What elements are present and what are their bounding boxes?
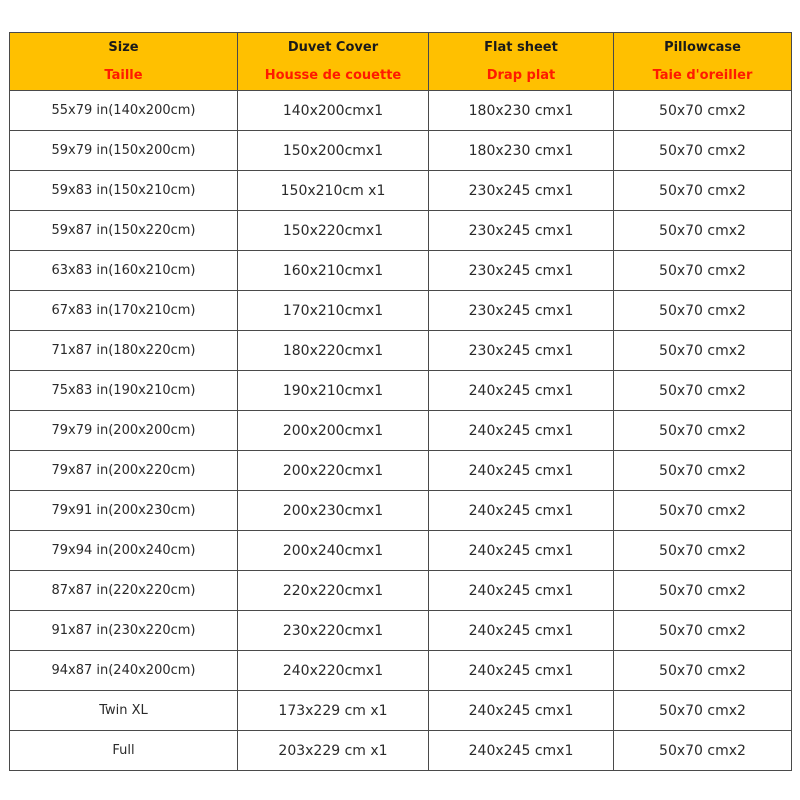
header-cell-pillowcase <box>614 33 792 91</box>
table-row <box>10 611 792 651</box>
table-row <box>10 291 792 331</box>
header-cell-size <box>10 33 238 91</box>
table-row <box>10 211 792 251</box>
pillowcase-cell: 50x70 cmx2 <box>614 291 792 331</box>
header-label-en: Size <box>108 40 139 55</box>
duvet-cover-cell: 200x240cmx1 <box>238 531 429 571</box>
table-row <box>10 331 792 371</box>
pillowcase-cell: 50x70 cmx2 <box>614 731 792 771</box>
pillowcase-cell: 50x70 cmx2 <box>614 91 792 131</box>
pillowcase-cell: 50x70 cmx2 <box>614 691 792 731</box>
flat-sheet-cell: 180x230 cmx1 <box>429 91 614 131</box>
table-row <box>10 651 792 691</box>
flat-sheet-cell: 240x245 cmx1 <box>429 571 614 611</box>
pillowcase-cell: 50x70 cmx2 <box>614 171 792 211</box>
pillowcase-cell: 50x70 cmx2 <box>614 571 792 611</box>
header-cell-duvet-cover <box>238 33 429 91</box>
pillowcase-cell: 50x70 cmx2 <box>614 491 792 531</box>
table-row <box>10 571 792 611</box>
flat-sheet-cell: 230x245 cmx1 <box>429 251 614 291</box>
size-cell: 79x79 in(200x200cm) <box>10 411 238 451</box>
duvet-cover-cell: 180x220cmx1 <box>238 331 429 371</box>
pillowcase-cell: 50x70 cmx2 <box>614 211 792 251</box>
size-cell: 79x91 in(200x230cm) <box>10 491 238 531</box>
table-row <box>10 691 792 731</box>
size-cell: 55x79 in(140x200cm) <box>10 91 238 131</box>
pillowcase-cell: 50x70 cmx2 <box>614 331 792 371</box>
flat-sheet-cell: 240x245 cmx1 <box>429 651 614 691</box>
duvet-cover-cell: 200x220cmx1 <box>238 451 429 491</box>
flat-sheet-cell: 240x245 cmx1 <box>429 371 614 411</box>
table-row <box>10 411 792 451</box>
pillowcase-cell: 50x70 cmx2 <box>614 531 792 571</box>
duvet-cover-cell: 150x200cmx1 <box>238 131 429 171</box>
header-label-fr: Drap plat <box>486 68 556 83</box>
duvet-cover-cell: 190x210cmx1 <box>238 371 429 411</box>
pillowcase-cell: 50x70 cmx2 <box>614 611 792 651</box>
table-row <box>10 371 792 411</box>
size-cell: Full <box>10 731 238 771</box>
header-label-fr: Housse de couette <box>264 68 402 83</box>
table-row <box>10 731 792 771</box>
duvet-cover-cell: 200x230cmx1 <box>238 491 429 531</box>
duvet-cover-cell: 150x210cm x1 <box>238 171 429 211</box>
duvet-cover-cell: 200x200cmx1 <box>238 411 429 451</box>
flat-sheet-cell: 240x245 cmx1 <box>429 411 614 451</box>
size-cell: 63x83 in(160x210cm) <box>10 251 238 291</box>
size-cell: 75x83 in(190x210cm) <box>10 371 238 411</box>
flat-sheet-cell: 230x245 cmx1 <box>429 331 614 371</box>
size-cell: 59x87 in(150x220cm) <box>10 211 238 251</box>
size-cell: 59x79 in(150x200cm) <box>10 131 238 171</box>
size-cell: 91x87 in(230x220cm) <box>10 611 238 651</box>
duvet-cover-cell: 240x220cmx1 <box>238 651 429 691</box>
table-row <box>10 491 792 531</box>
size-cell: 79x87 in(200x220cm) <box>10 451 238 491</box>
duvet-cover-cell: 173x229 cm x1 <box>238 691 429 731</box>
flat-sheet-cell: 240x245 cmx1 <box>429 611 614 651</box>
table-row <box>10 531 792 571</box>
flat-sheet-cell: 240x245 cmx1 <box>429 691 614 731</box>
pillowcase-cell: 50x70 cmx2 <box>614 411 792 451</box>
duvet-cover-cell: 220x220cmx1 <box>238 571 429 611</box>
duvet-cover-cell: 140x200cmx1 <box>238 91 429 131</box>
flat-sheet-cell: 180x230 cmx1 <box>429 131 614 171</box>
header-label-en: Duvet Cover <box>287 40 379 55</box>
size-cell: 87x87 in(220x220cm) <box>10 571 238 611</box>
duvet-cover-cell: 160x210cmx1 <box>238 251 429 291</box>
pillowcase-cell: 50x70 cmx2 <box>614 131 792 171</box>
size-chart-table <box>9 32 792 771</box>
duvet-cover-cell: 170x210cmx1 <box>238 291 429 331</box>
duvet-cover-cell: 203x229 cm x1 <box>238 731 429 771</box>
duvet-cover-cell: 230x220cmx1 <box>238 611 429 651</box>
flat-sheet-cell: 230x245 cmx1 <box>429 291 614 331</box>
flat-sheet-cell: 230x245 cmx1 <box>429 171 614 211</box>
flat-sheet-cell: 240x245 cmx1 <box>429 451 614 491</box>
table-row <box>10 131 792 171</box>
header-row <box>10 33 792 91</box>
flat-sheet-cell: 240x245 cmx1 <box>429 731 614 771</box>
size-cell: 94x87 in(240x200cm) <box>10 651 238 691</box>
flat-sheet-cell: 240x245 cmx1 <box>429 491 614 531</box>
header-label-fr: Taille <box>104 68 143 83</box>
flat-sheet-cell: 230x245 cmx1 <box>429 211 614 251</box>
table-row <box>10 251 792 291</box>
header-cell-flat-sheet <box>429 33 614 91</box>
flat-sheet-cell: 240x245 cmx1 <box>429 531 614 571</box>
size-cell: Twin XL <box>10 691 238 731</box>
size-cell: 59x83 in(150x210cm) <box>10 171 238 211</box>
pillowcase-cell: 50x70 cmx2 <box>614 651 792 691</box>
header-label-en: Pillowcase <box>664 40 741 55</box>
table-body <box>10 91 792 771</box>
size-cell: 79x94 in(200x240cm) <box>10 531 238 571</box>
header-label-fr: Taie d'oreiller <box>652 68 753 83</box>
pillowcase-cell: 50x70 cmx2 <box>614 251 792 291</box>
table-row <box>10 451 792 491</box>
table-row <box>10 171 792 211</box>
size-cell: 71x87 in(180x220cm) <box>10 331 238 371</box>
pillowcase-cell: 50x70 cmx2 <box>614 371 792 411</box>
table-row <box>10 91 792 131</box>
header-label-en: Flat sheet <box>484 40 558 55</box>
pillowcase-cell: 50x70 cmx2 <box>614 451 792 491</box>
duvet-cover-cell: 150x220cmx1 <box>238 211 429 251</box>
size-cell: 67x83 in(170x210cm) <box>10 291 238 331</box>
